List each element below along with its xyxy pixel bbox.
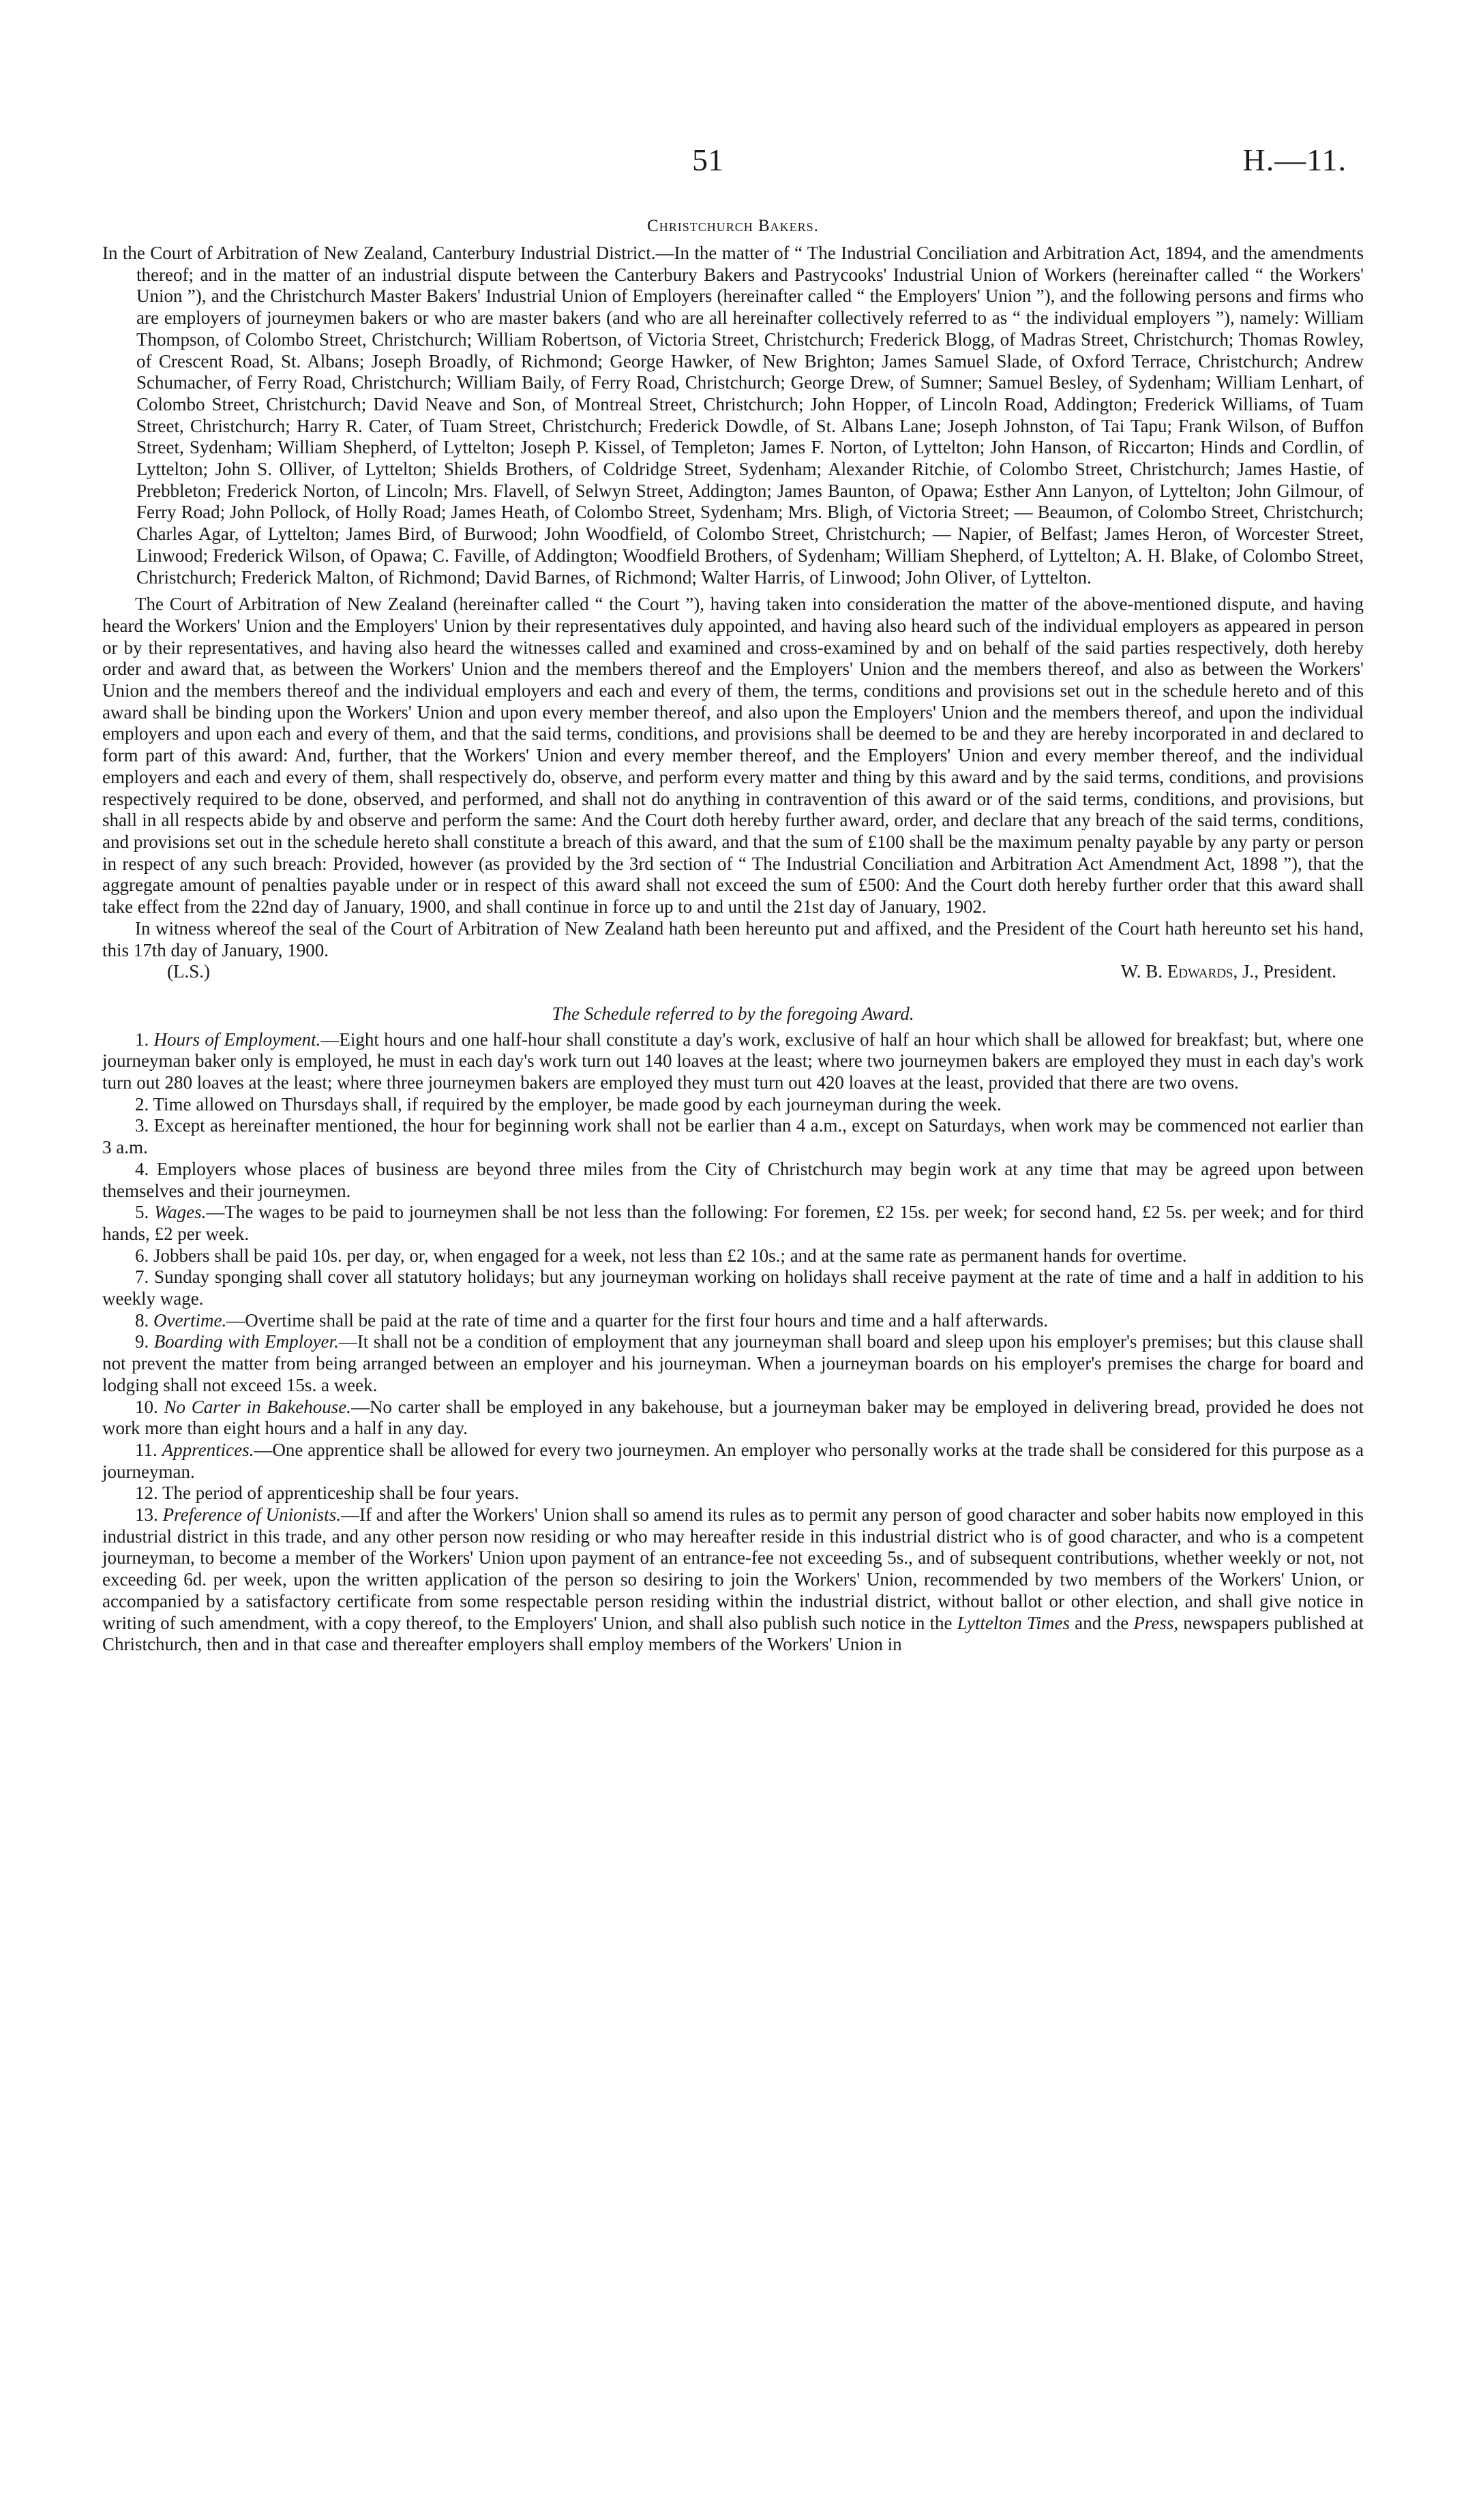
schedule-clause [102,1159,1364,1202]
clause-text: Sunday sponging shall cover all statutory holidays; but any journeyman working on holidays shall receive payment at the rate of time and a half in addition to his weekly wage. [102,1266,1364,1309]
document-reference: H.—11. [1242,142,1347,177]
clause-heading: Boarding with Employer. [153,1331,339,1352]
schedule-clause [102,1310,1364,1332]
schedule-clause [102,1029,1364,1094]
clause-number: 1. [135,1029,149,1050]
clause-number: 12. [135,1483,158,1504]
signature-initials: W. B. [1120,961,1167,982]
clause-text: —If and after the Workers' Union shall so amend its rules as to permit any person of good character and sober habits now employed in this industrial district in this trade, and any other person now residing or who may hereafter reside in this industrial district who is of good character, and who is a competent journeyman, to become a member of the Workers' Union upon payment of an entrance-fee not exceeding 5s., and of subsequent contributions, whether weekly or not, not exceeding 6d. per week, upon the written application of the person so desiring to join the Workers' Union, recommended by two members of the Workers' Union, or accompanied by a satisfactory certificate from some respectable person residing within the industrial district, without ballot or other election, and shall give notice in writing of such amendment, with a copy thereof, to the Employers' Union, and shall also publish such notice in the [102,1504,1364,1633]
award-paragraph: The Court of Arbitration of New Zealand (hereinafter called “ the Court ”), having taken into consideration the matter of the above-mentioned dispute, and having heard the Workers' Union and the Employers' Union by their representatives duly appointed, and having also heard such of the individual employers as appeared in person or by their representatives, and having also heard the witnesses called and examined and cross-examined by and on behalf of the said parties respectively, doth hereby order and award that, as between the Workers' Union and the members thereof and the Employers' Union and the members thereof, and also as between the Workers' Union and the members thereof and the individual employers and each and every of them, the terms, conditions and provisions set out in the schedule hereto and of this award shall be binding upon the Workers' Union and upon every member thereof, and also upon the Employers' Union and the members thereof, and upon the individual employers and upon each and every of them, and that the said terms, conditions, and provisions shall be deemed to be and they are hereby incorporated in and declared to form part of this award: And, further, that the Workers' Union and every member thereof, and the Employers' Union and every member thereof, and the individual employers and each and every of them, shall respectively do, observe, and perform every matter and thing by this award and by the said terms, conditions, and provisions respectively required to be done, observed, and performed, and shall not do anything in contravention of this award or of the said terms, conditions, and provisions, but shall in all respects abide by and observe and perform the same: And the Court doth hereby further award, order, and declare that any breach of the said terms, conditions, and provisions set out in the schedule hereto shall constitute a breach of this award, and that the sum of £100 shall be the maximum penalty payable by any party or person in respect of any such breach: Provided, however (as provided by the 3rd section of “ The Industrial Conciliation and Arbitration Act Amendment Act, 1898 ”), that the aggregate amount of penalties payable under or in respect of this award shall not exceed the sum of £500: And the Court doth hereby further order that this award shall take effect from the 22nd day of January, 1900, and shall continue in force up to and until the 21st day of January, 1902. [102,594,1364,917]
schedule-clause [102,1245,1364,1267]
schedule-clause [102,1115,1364,1158]
clause-heading: No Carter in Bakehouse. [164,1396,351,1417]
clause-number: 4. [135,1158,149,1179]
schedule-clause [102,1266,1364,1309]
clause-heading: Preference of Unionists. [162,1504,341,1525]
document-page [102,0,1364,2520]
clause-number: 8. [135,1309,149,1331]
clause-number: 13. [135,1504,158,1525]
clause-text: Time allowed on Thursdays shall, if required by the employer, be made good by each journeyman during the week. [153,1093,1002,1114]
schedule-clause [102,1397,1364,1440]
clause-text: , newspapers published at Christchurch, then and in that case and thereafter employers shall employ members of the Workers' Union in [102,1612,1364,1655]
newspaper-name: Press [1133,1612,1174,1633]
president-signature [1121,961,1336,983]
clause-heading: Wages. [154,1202,207,1223]
clause-heading: Apprentices. [162,1439,254,1460]
clause-text: Employers whose places of business are beyond three miles from the City of Christchurch may begin work at any time that may be agreed upon between themselves and their journeymen. [102,1158,1364,1201]
clause-number: 5. [135,1202,149,1223]
schedule-clauses [102,1029,1364,1656]
schedule-clause [102,1202,1364,1245]
signature-title: , J., President. [1233,961,1336,982]
page-number: 51 [692,142,723,177]
newspaper-name: Lyttelton Times [957,1612,1070,1633]
clause-heading: Overtime. [153,1309,227,1331]
clause-number: 6. [135,1245,149,1266]
witness-paragraph: In witness whereof the seal of the Court of Arbitration of New Zealand hath been hereunto put and affixed, and the President of the Court hath hereunto set his hand, this 17th day of January, 1900. [102,917,1364,960]
clause-number: 2. [135,1093,149,1114]
schedule-clause [102,1094,1364,1116]
clause-text: —The wages to be paid to journeymen shall be not less than the following: For foremen, £2 15s. per week; for second hand, £2 5s. per week; and for third hands, £2 per week. [102,1202,1364,1244]
clause-number: 11. [135,1439,158,1460]
schedule-title: The Schedule referred to by the foregoing Award. [552,1003,914,1024]
preamble-paragraph: In the Court of Arbitration of New Zealand, Canterbury Industrial District.—In the matter of “ The Industrial Conciliation and Arbitration Act, 1894, and the amendments thereof; and in the matter of an industrial dispute between the Canterbury Bakers and Pastrycooks' Industrial Union of Workers (hereinafter called “ the Workers' Union ”), and the Christchurch Master Bakers' Industrial Union of Employers (hereinafter called “ the Employers' Union ”), and the following persons and firms who are employers of journeymen bakers or who are master bakers (and who are all hereinafter collectively referred to as “ the individual employers ”), namely: William Thompson, of Colombo Street, Christchurch; William Robertson, of Victoria Street, Christchurch; Frederick Blogg, of Madras Street, Christchurch; Thomas Rowley, of Crescent Road, St. Albans; Joseph Broadly, of Richmond; George Hawker, of New Brighton; James Samuel Slade, of Oxford Terrace, Christchurch; Andrew Schumacher, of Ferry Road, Christchurch; William Baily, of Ferry Road, Christchurch; George Drew, of Sumner; Samuel Besley, of Sydenham; William Lenhart, of Colombo Street, Christchurch; David Neave and Son, of Montreal Street, Christchurch; John Hopper, of Lincoln Road, Addington; Frederick Williams, of Tuam Street, Christchurch; Harry R. Cater, of Tuam Street, Christchurch; Frederick Dowdle, of St. Albans Lane; Joseph Johnston, of Tai Tapu; Frank Wilson, of Buffon Street, Sydenham; William Shepherd, of Lyttelton; Joseph P. Kissel, of Templeton; James F. Norton, of Lyttelton; John Hanson, of Riccarton; Hinds and Cordlin, of Lyttelton; John S. Olliver, of Lyttelton; Shields Brothers, of Coldridge Street, Sydenham; Alexander Ritchie, of Colombo Street, Christchurch; James Hastie, of Prebbleton; Frederick Norton, of Lincoln; Mrs. Flavell, of Selwyn Street, Addington; James Baunton, of Opawa; Esther Ann Lanyon, of Lyttelton; John Gilmour, of Ferry Road; John Pollock, of Holly Road; James Heath, of Colombo Street, Sydenham; Mrs. Bligh, of Victoria Street; — Beaumon, of Colombo Street, Christchurch; Charles Agar, of Lyttelton; James Bird, of Burwood; John Woodfield, of Colombo Street, Christchurch; — Napier, of Belfast; James Heron, of Worcester Street, Linwood; Frederick Wilson, of Opawa; C. Faville, of Addington; Woodfield Brothers, of Sydenham; William Shepherd, of Lyttelton; A. H. Blake, of Colombo Street, Christchurch; Frederick Malton, of Richmond; David Barnes, of Richmond; Walter Harris, of Linwood; John Oliver, of Lyttelton. [102,243,1364,588]
section-title: Christchurch Bakers. [647,217,819,235]
clause-text: Jobbers shall be paid 10s. per day, or, when engaged for a week, not less than £2 10s.; and at the same rate as permanent hands for overtime. [153,1245,1187,1266]
clause-text: —No carter shall be employed in any bakehouse, but a journeyman baker may be employed in delivering bread, provided he does not work more than eight hours and a half in any day. [102,1396,1364,1439]
clause-text: Except as hereinafter mentioned, the hour for beginning work shall not be earlier than 4 a.m., except on Saturdays, when work may be commenced not earlier than 3 a.m. [102,1115,1364,1158]
document-body [102,243,1364,1656]
clause-heading: Hours of Employment. [153,1029,321,1050]
court-seal: (L.S.) [167,961,210,982]
clause-number: 3. [135,1115,149,1136]
clause-number: 9. [135,1331,149,1352]
clause-text: The period of apprenticeship shall be four years. [162,1483,520,1504]
seal-signature-line [102,961,1364,983]
clause-text: —Overtime shall be paid at the rate of time and a quarter for the first four hours and time and a half afterwards. [226,1309,1049,1331]
schedule-clause [102,1331,1364,1396]
schedule-clause [102,1504,1364,1656]
clause-text: —One apprentice shall be allowed for every two journeymen. An employer who personally works at the trade shall be considered for this purpose as a journeyman. [102,1439,1364,1482]
signature-surname: Edwards [1167,961,1233,982]
clause-number: 7. [135,1266,149,1288]
schedule-clause [102,1440,1364,1483]
clause-text: and the [1069,1612,1134,1633]
clause-text: —It shall not be a condition of employment that any journeyman shall board and sleep upon his employer's premises; but this clause shall not prevent the matter from being arranged between an employer and his journeyman. When a journeyman boards on his employer's premises the charge for board and lodging shall not exceed 15s. a week. [102,1331,1364,1395]
schedule-clause [102,1483,1364,1504]
clause-number: 10. [135,1396,158,1417]
clause-text: —Eight hours and one half-hour shall constitute a day's work, exclusive of half an hour which shall be allowed for breakfast; but, where one journeyman baker only is employed, he must in each day's work turn out 140 loaves at the least; where two journeymen bakers are employed they must in each day's work turn out 280 loaves at the least; where three journeymen bakers are employed they must turn out 420 loaves at the least, provided that there are two ovens. [102,1029,1364,1093]
